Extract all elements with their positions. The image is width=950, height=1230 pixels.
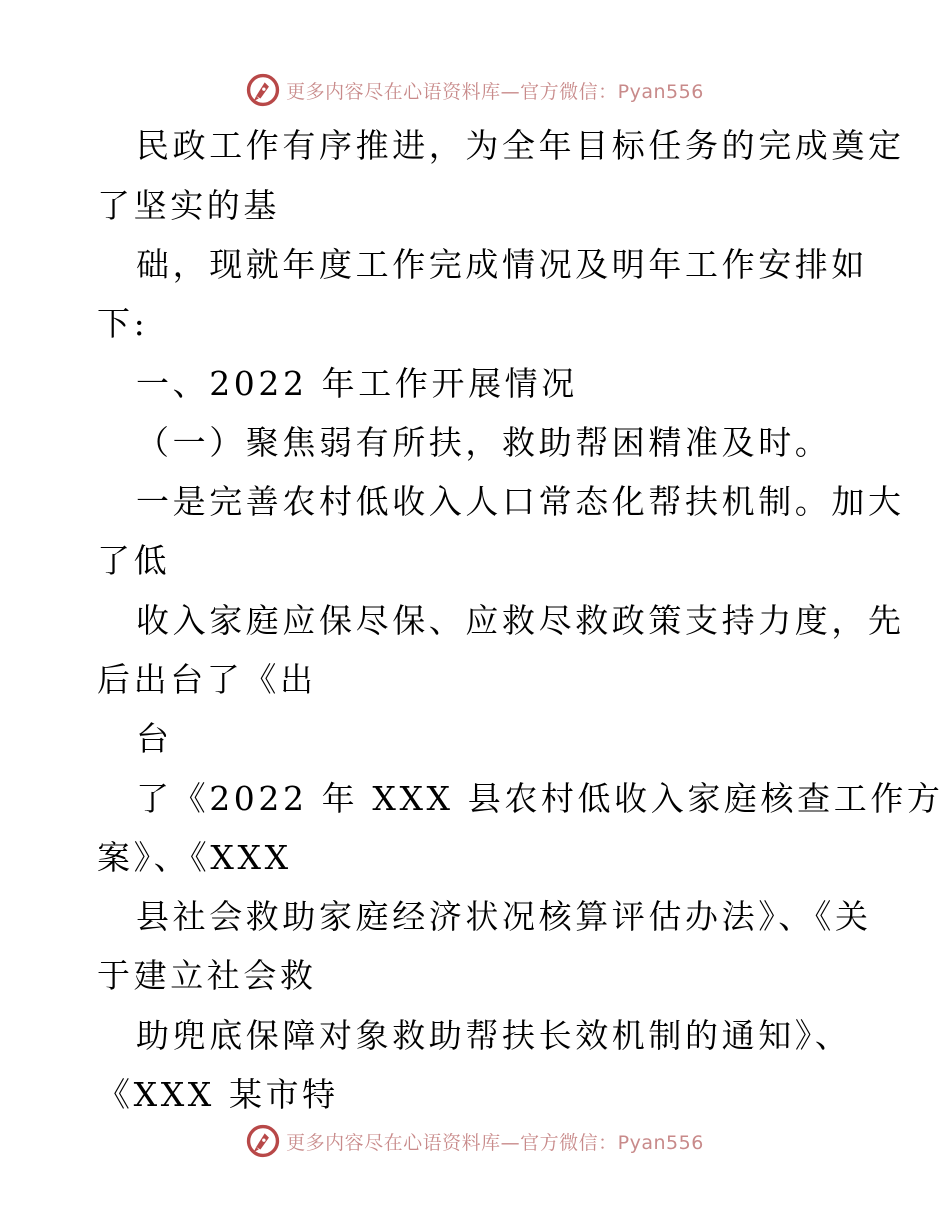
- body-line: 《XXX 某市特: [97, 1075, 339, 1114]
- watermark-text: 更多内容尽在心语资料库—官方微信：Pyan556: [286, 1131, 704, 1154]
- body-line: 础，现就年度工作完成情况及明年工作安排如: [136, 245, 868, 284]
- header-watermark-banner: [0, 70, 950, 110]
- body-line: 了《2022 年 XXX 县农村低收入家庭核查工作方: [136, 779, 944, 818]
- body-line: 下:: [97, 304, 149, 343]
- body-line: 收入家庭应保尽保、应救尽救政策支持力度，先: [136, 601, 905, 640]
- body-line: 台: [136, 719, 173, 758]
- body-line: 了坚实的基: [97, 186, 280, 225]
- pen-nib-logo-icon: [246, 73, 280, 107]
- watermark-text: 更多内容尽在心语资料库—官方微信：Pyan556: [286, 80, 704, 103]
- body-line: 于建立社会救: [97, 956, 317, 995]
- body-line: 后出台了《出: [97, 660, 317, 699]
- body-line: 县社会救助家庭经济状况核算评估办法》、《关: [136, 897, 872, 936]
- body-line: 助兜底保障对象救助帮扶长效机制的通知》、: [136, 1016, 852, 1055]
- footer-watermark-banner: [0, 1121, 950, 1161]
- body-line: 了低: [97, 541, 171, 580]
- body-line: 一是完善农村低收入人口常态化帮扶机制。加大: [136, 482, 905, 521]
- pen-nib-logo-icon: [246, 1124, 280, 1158]
- body-line: 一、2022 年工作开展情况: [136, 364, 578, 403]
- body-line: （一）聚焦弱有所扶，救助帮困精准及时。: [136, 423, 832, 462]
- body-line: 案》、《XXX: [97, 838, 292, 877]
- body-line: 民政工作有序推进，为全年目标任务的完成奠定: [136, 126, 905, 165]
